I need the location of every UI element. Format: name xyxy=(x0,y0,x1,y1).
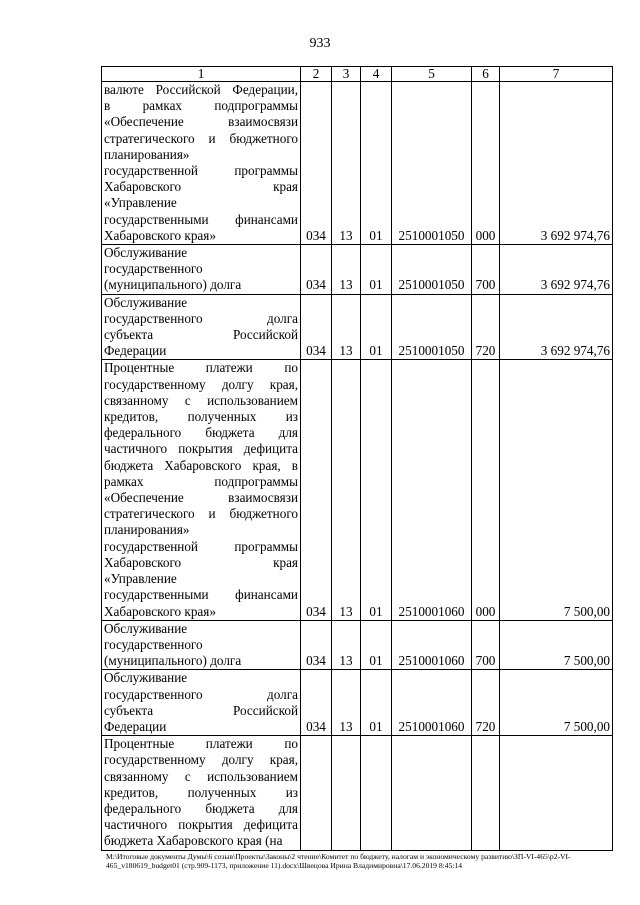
description-line: бюджета Хабаровского края (на xyxy=(104,833,283,849)
cell-amount: 3 692 974,76 xyxy=(500,245,613,295)
description-line: Федерации xyxy=(104,343,167,359)
cell-target-article xyxy=(392,736,472,850)
description-line: (муниципального) долга xyxy=(104,653,242,669)
header-col-6: 6 xyxy=(472,67,500,82)
page-number: 933 xyxy=(309,36,331,51)
description-line: Хабаровского края» xyxy=(104,603,216,619)
header-col-2: 2 xyxy=(301,67,332,82)
cell-section-code: 13 xyxy=(332,82,361,245)
cell-subsection-code: 01 xyxy=(361,670,392,736)
cell-target-article: 2510001050 xyxy=(392,245,472,295)
table-header-row xyxy=(102,67,613,82)
cell-ministry-code: 034 xyxy=(301,294,332,360)
table-row xyxy=(102,620,613,670)
description-line: Хабаровского края» xyxy=(104,227,216,243)
description-line: государственному долгу края, xyxy=(104,752,298,768)
description-line: Федерации xyxy=(104,718,167,734)
cell-subsection-code xyxy=(361,736,392,850)
row-description xyxy=(102,294,301,360)
cell-section-code: 13 xyxy=(332,360,361,620)
cell-expense-type: 700 xyxy=(472,245,500,295)
description-line: Процентные платежи по xyxy=(104,736,298,752)
description-line: государственного долга xyxy=(104,310,298,326)
row-description xyxy=(102,736,301,850)
description-line: в рамках подпрограммы xyxy=(104,98,298,114)
description-line: Процентные платежи по xyxy=(104,360,298,376)
row-description xyxy=(102,670,301,736)
footer-path-line-1: M:\Итоговые документы Думы\6 созыв\Проекты\Законы\2 чтение\Комитет по бюджету, налогам и экономическому развитию\ЗП-VI-465\р2-VI- xyxy=(106,852,571,861)
description-line: частичного покрытия дефицита xyxy=(104,441,298,457)
description-line: государственного долга xyxy=(104,686,298,702)
description-line: Обслуживание xyxy=(104,294,188,310)
table-row xyxy=(102,360,613,620)
cell-target-article: 2510001050 xyxy=(392,294,472,360)
cell-subsection-code: 01 xyxy=(361,245,392,295)
row-description xyxy=(102,360,301,620)
cell-expense-type: 000 xyxy=(472,82,500,245)
header-col-4: 4 xyxy=(361,67,392,82)
description-line: государственной программы xyxy=(104,163,298,179)
cell-amount: 3 692 974,76 xyxy=(500,294,613,360)
description-line: «Управление xyxy=(104,571,177,587)
cell-expense-type: 720 xyxy=(472,670,500,736)
description-line: частичного покрытия дефицита xyxy=(104,817,298,833)
description-line: стратегического и бюджетного xyxy=(104,130,298,146)
description-line: государственными финансами xyxy=(104,211,298,227)
description-line: Хабаровского края xyxy=(104,554,298,570)
cell-expense-type xyxy=(472,736,500,850)
header-col-3: 3 xyxy=(332,67,361,82)
description-line: (муниципального) долга xyxy=(104,277,242,293)
cell-expense-type: 720 xyxy=(472,294,500,360)
table-row xyxy=(102,294,613,360)
cell-target-article: 2510001060 xyxy=(392,670,472,736)
description-line: «Обеспечение взаимосвязи xyxy=(104,490,298,506)
row-description xyxy=(102,82,301,245)
description-line: государственного xyxy=(104,636,203,652)
description-line: рамках подпрограммы xyxy=(104,473,298,489)
table-body xyxy=(102,82,613,851)
description-line: планирования» xyxy=(104,522,190,538)
description-line: кредитов, полученных из xyxy=(104,784,298,800)
row-description xyxy=(102,620,301,670)
cell-ministry-code: 034 xyxy=(301,670,332,736)
description-line: государственному долгу края, xyxy=(104,376,298,392)
header-col-1: 1 xyxy=(102,67,301,82)
cell-target-article: 2510001060 xyxy=(392,360,472,620)
description-line: субъекта Российской xyxy=(104,327,298,343)
cell-section-code: 13 xyxy=(332,670,361,736)
description-line: бюджета Хабаровского края, в xyxy=(104,457,298,473)
table-row xyxy=(102,245,613,295)
description-line: Обслуживание xyxy=(104,245,188,261)
cell-ministry-code: 034 xyxy=(301,360,332,620)
row-description xyxy=(102,245,301,295)
description-line: Обслуживание xyxy=(104,670,188,686)
table-row xyxy=(102,670,613,736)
description-line: «Управление xyxy=(104,195,177,211)
header-col-7: 7 xyxy=(500,67,613,82)
cell-ministry-code: 034 xyxy=(301,620,332,670)
cell-ministry-code: 034 xyxy=(301,245,332,295)
budget-table xyxy=(101,66,613,851)
description-line: субъекта Российской xyxy=(104,702,298,718)
table-row xyxy=(102,82,613,245)
cell-subsection-code: 01 xyxy=(361,82,392,245)
description-line: связанному с использованием xyxy=(104,768,298,784)
cell-expense-type: 000 xyxy=(472,360,500,620)
cell-target-article: 2510001050 xyxy=(392,82,472,245)
description-line: государственного xyxy=(104,261,203,277)
description-line: Хабаровского края xyxy=(104,179,298,195)
description-line: государственной программы xyxy=(104,538,298,554)
description-line: федерального бюджета для xyxy=(104,425,298,441)
cell-amount: 3 692 974,76 xyxy=(500,82,613,245)
cell-section-code: 13 xyxy=(332,294,361,360)
description-line: валюте Российской Федерации, xyxy=(104,82,298,97)
cell-target-article: 2510001060 xyxy=(392,620,472,670)
cell-section-code xyxy=(332,736,361,850)
description-line: государственными финансами xyxy=(104,587,298,603)
description-line: стратегического и бюджетного xyxy=(104,506,298,522)
table-row xyxy=(102,736,613,850)
cell-ministry-code: 034 xyxy=(301,82,332,245)
cell-amount: 7 500,00 xyxy=(500,620,613,670)
cell-subsection-code: 01 xyxy=(361,294,392,360)
cell-section-code: 13 xyxy=(332,620,361,670)
cell-amount: 7 500,00 xyxy=(500,360,613,620)
description-line: планирования» xyxy=(104,146,190,162)
description-line: «Обеспечение взаимосвязи xyxy=(104,114,298,130)
cell-amount xyxy=(500,736,613,850)
description-line: федерального бюджета для xyxy=(104,800,298,816)
cell-section-code: 13 xyxy=(332,245,361,295)
description-line: кредитов, полученных из xyxy=(104,409,298,425)
cell-subsection-code: 01 xyxy=(361,360,392,620)
cell-expense-type: 700 xyxy=(472,620,500,670)
description-line: связанному с использованием xyxy=(104,392,298,408)
footer-path-line-2: 465_v180619_budget01 (стр.909-1173, приложение 11).docx\Швецова Ирина Владимировна\17.06.2019 8:45:14 xyxy=(106,861,463,870)
cell-subsection-code: 01 xyxy=(361,620,392,670)
cell-amount: 7 500,00 xyxy=(500,670,613,736)
document-footer xyxy=(106,852,614,870)
description-line: Обслуживание xyxy=(104,620,188,636)
cell-ministry-code xyxy=(301,736,332,850)
header-col-5: 5 xyxy=(392,67,472,82)
